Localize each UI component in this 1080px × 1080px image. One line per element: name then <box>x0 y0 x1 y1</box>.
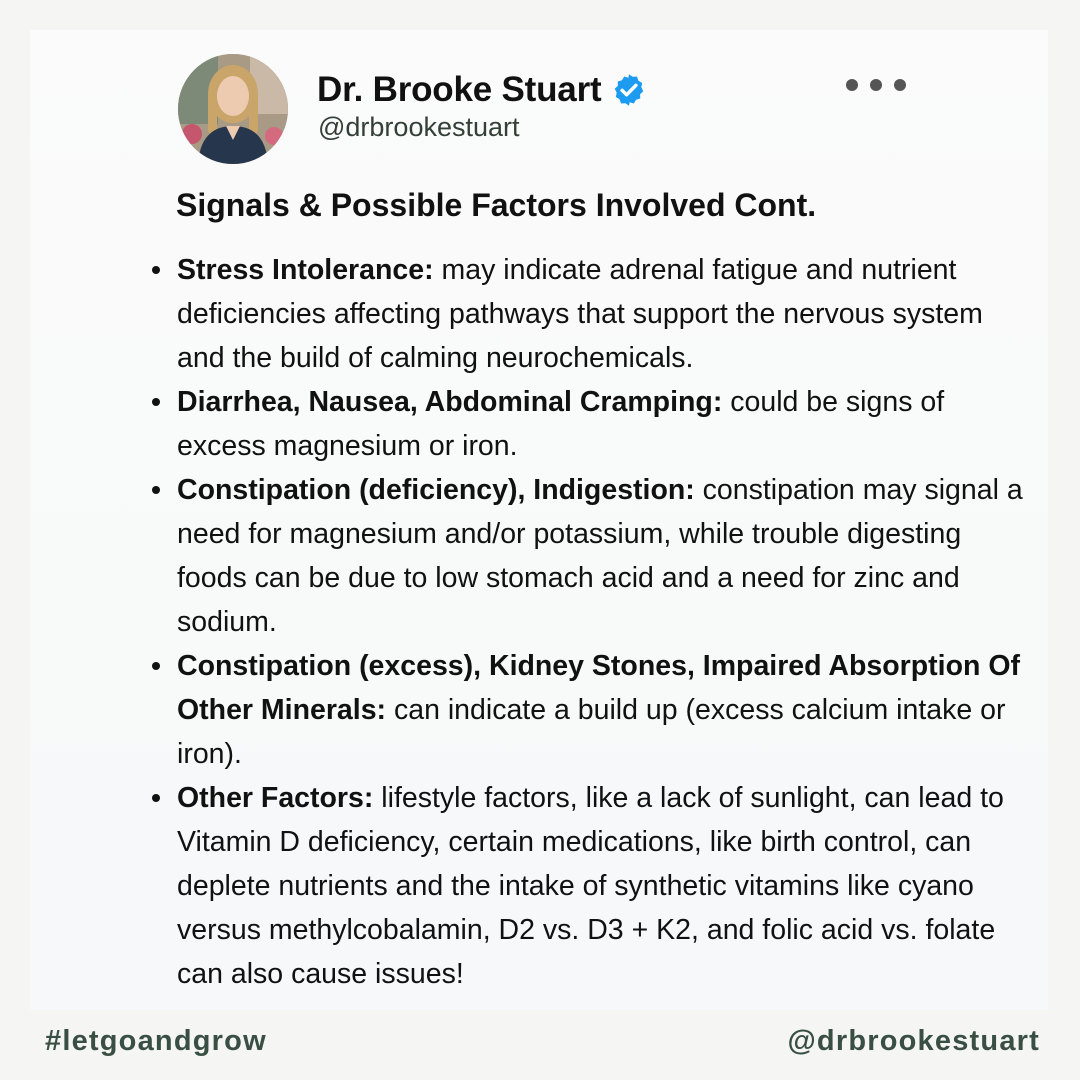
item-term: Diarrhea, Nausea, Abdominal Cramping: <box>177 386 723 418</box>
dot-icon <box>894 79 906 91</box>
item-term: Other Factors: <box>177 782 374 814</box>
item-text: could be signs of excess magnesium or iron. <box>177 386 945 462</box>
footer-handle: @drbrookestuart <box>787 1025 1040 1057</box>
factor-list <box>177 248 1027 996</box>
dot-icon <box>846 79 858 91</box>
dot-icon <box>870 79 882 91</box>
list-item <box>177 468 1027 644</box>
post-title: Signals & Possible Factors Involved Cont. <box>176 187 817 223</box>
list-item <box>177 380 1027 468</box>
list-item <box>177 248 1027 380</box>
item-text: may indicate adrenal fatigue and nutrient deficiencies affecting pathways that support the nervous system and the build of calming neurochemicals. <box>177 254 983 374</box>
item-term: Constipation (excess), Kidney Stones, Impaired Absorption Of Other Minerals: <box>177 650 1020 726</box>
more-options-icon[interactable] <box>846 74 906 96</box>
avatar-image <box>178 54 288 164</box>
list-item <box>177 776 1027 996</box>
item-text: constipation may signal a need for magnesium and/or potassium, while trouble digesting foods can be due to low stomach acid and a need for zinc and sodium. <box>177 474 1023 638</box>
item-text: lifestyle factors, like a lack of sunlight, can lead to Vitamin D deficiency, certain medications, like birth control, can deplete nutrients and the intake of synthetic vitamins like cyano versus methylcobalamin, D2 vs. D3 + K2, and folic acid vs. folate can also cause issues! <box>177 782 1004 990</box>
item-text: can indicate a build up (excess calcium intake or iron). <box>177 694 1006 770</box>
profile-name[interactable]: Dr. Brooke Stuart <box>317 70 602 109</box>
avatar[interactable] <box>178 54 288 164</box>
profile-handle[interactable]: @drbrookestuart <box>318 112 520 142</box>
footer-hashtag: #letgoandgrow <box>45 1025 267 1057</box>
tweet-card <box>30 30 1048 1010</box>
verified-badge-icon <box>611 72 647 108</box>
item-term: Stress Intolerance: <box>177 254 434 286</box>
item-term: Constipation (deficiency), Indigestion: <box>177 474 695 506</box>
list-item <box>177 644 1027 776</box>
profile-name-row <box>317 70 647 110</box>
